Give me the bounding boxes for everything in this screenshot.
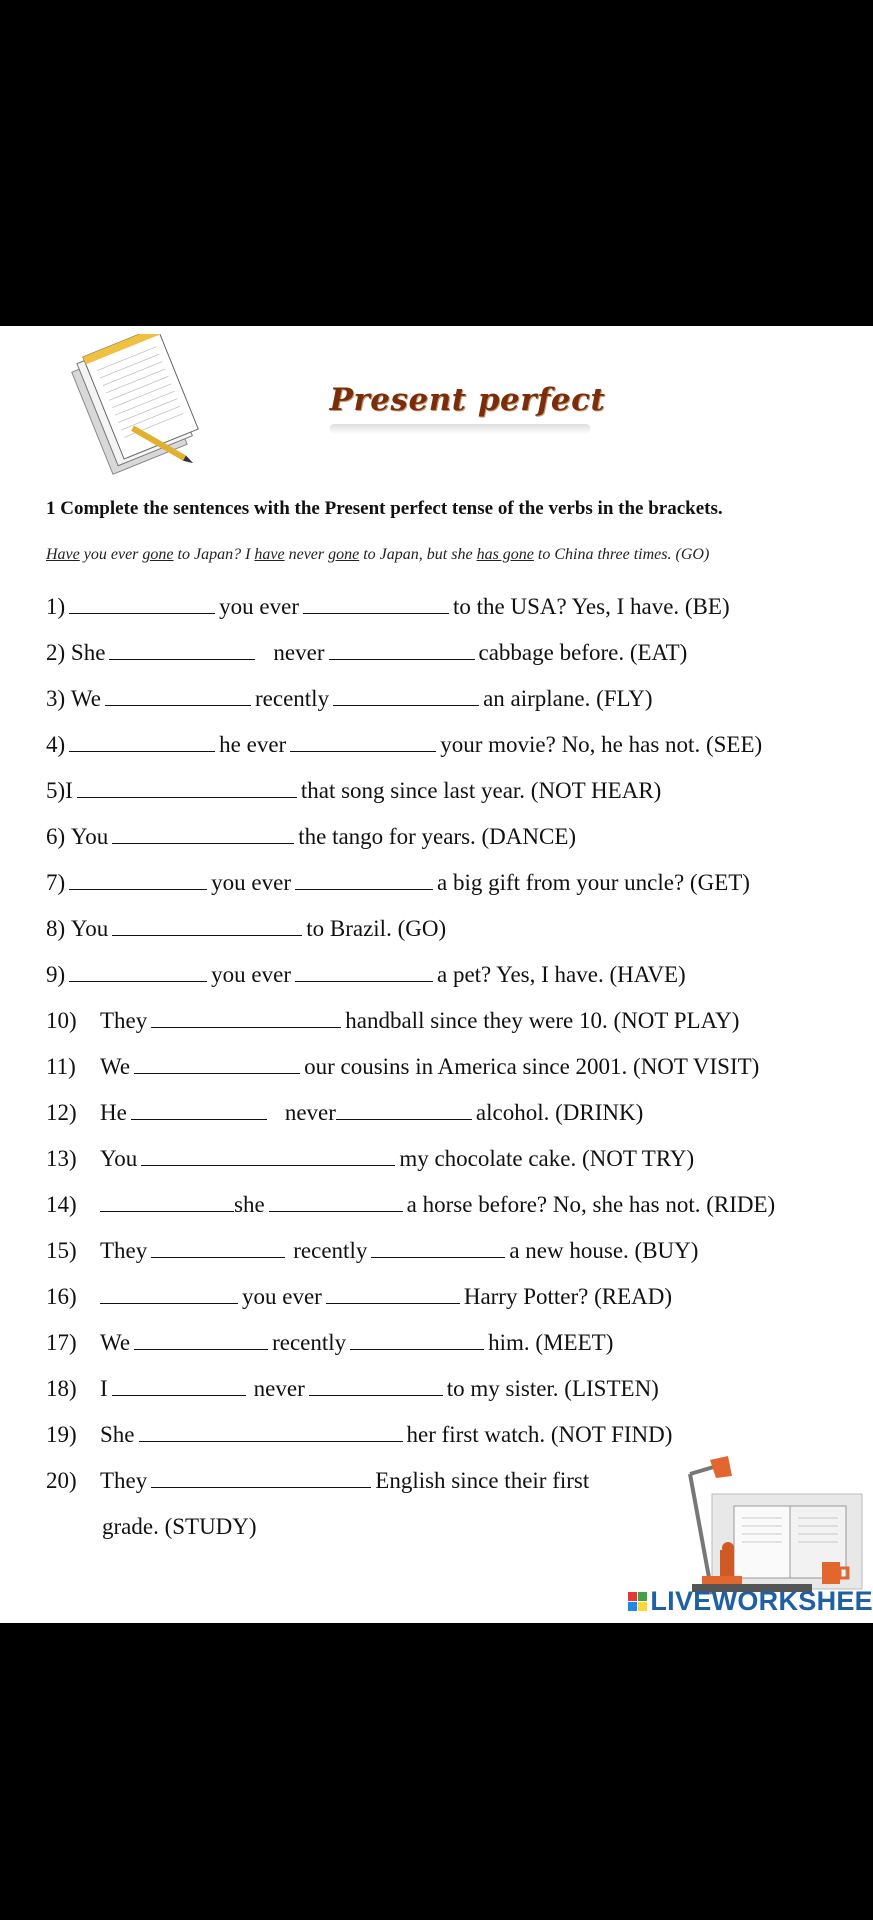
answer-blank[interactable] <box>151 1026 341 1028</box>
exercise-item: 5) I that song since last year. (NOT HEAR) <box>46 778 662 803</box>
logo-mark-icon <box>628 1592 647 1611</box>
exercise-item: 10) They handball since they were 10. (NOT PLAY) <box>46 1008 740 1033</box>
exercise-item: 19) She her first watch. (NOT FIND) <box>46 1422 673 1447</box>
answer-blank[interactable] <box>326 1302 460 1304</box>
title-reflection <box>330 424 590 434</box>
exercise-item: 2) She never cabbage before. (EAT) <box>46 640 688 665</box>
answer-blank[interactable] <box>69 750 215 752</box>
answer-blank[interactable] <box>151 1256 285 1258</box>
exercise-item: 11) We our cousins in America since 2001. (NOT VISIT) <box>46 1054 760 1079</box>
exercise-item: 15) They recently a new house. (BUY) <box>46 1238 699 1263</box>
exercise-item: 4) he ever your movie? No, he has not. (SEE) <box>46 732 763 757</box>
answer-blank[interactable] <box>77 796 297 798</box>
exercise-item: 13) You my chocolate cake. (NOT TRY) <box>46 1146 695 1171</box>
exercise-item: 8) You to Brazil. (GO) <box>46 916 447 941</box>
exercise-item: 1) you ever to the USA? Yes, I have. (BE) <box>46 594 730 619</box>
answer-blank[interactable] <box>69 980 207 982</box>
answer-blank[interactable] <box>141 1164 395 1166</box>
page-title: Present perfect <box>329 382 606 418</box>
answer-blank[interactable] <box>303 612 449 614</box>
answer-blank[interactable] <box>112 842 294 844</box>
exercise-item: 20) They English since their first <box>46 1468 590 1493</box>
answer-blank[interactable] <box>134 1072 300 1074</box>
exercise-item: 9) you ever a pet? Yes, I have. (HAVE) <box>46 962 686 987</box>
answer-blank[interactable] <box>290 750 436 752</box>
exercise-item-continuation: grade. (STUDY) <box>102 1514 257 1539</box>
exercise-item: 16) you ever Harry Potter? (READ) <box>46 1284 673 1309</box>
liveworksheets-logo: LIVEWORKSHEE <box>628 1586 873 1617</box>
answer-blank[interactable] <box>151 1486 371 1488</box>
exercise-item: 17) We recently him. (MEET) <box>46 1330 614 1355</box>
exercise-item: 12) He never alcohol. (DRINK) <box>46 1100 644 1125</box>
answer-blank[interactable] <box>336 1118 472 1120</box>
answer-blank[interactable] <box>112 1394 246 1396</box>
exercise-item: 3) We recently an airplane. (FLY) <box>46 686 653 711</box>
answer-blank[interactable] <box>105 704 251 706</box>
answer-blank[interactable] <box>269 1210 403 1212</box>
answer-blank[interactable] <box>131 1118 267 1120</box>
desk-clipart-icon <box>672 1454 873 1602</box>
worksheet-page <box>0 326 873 1623</box>
exercise-item: 6) You the tango for years. (DANCE) <box>46 824 577 849</box>
answer-blank[interactable] <box>329 658 475 660</box>
answer-blank[interactable] <box>309 1394 443 1396</box>
instruction-text: 1 Complete the sentences with the Present perfect tense of the verbs in the brackets. <box>46 498 723 519</box>
exercise-item: 14) she a horse before? No, she has not. (RIDE) <box>46 1192 776 1217</box>
answer-blank[interactable] <box>112 934 302 936</box>
example-sentence: Have you ever gone to Japan? I have never gone to Japan, but she has gone to China three times. (GO) <box>46 546 710 563</box>
answer-blank[interactable] <box>295 888 433 890</box>
answer-blank[interactable] <box>139 1440 403 1442</box>
answer-blank[interactable] <box>69 888 207 890</box>
exercise-item: 18) I never to my sister. (LISTEN) <box>46 1376 659 1401</box>
exercise-item: 7) you ever a big gift from your uncle? (GET) <box>46 870 750 895</box>
answer-blank[interactable] <box>134 1348 268 1350</box>
answer-blank[interactable] <box>350 1348 484 1350</box>
answer-blank[interactable] <box>100 1302 238 1304</box>
answer-blank[interactable] <box>371 1256 505 1258</box>
answer-blank[interactable] <box>100 1210 234 1212</box>
exercise-list <box>46 594 866 1560</box>
answer-blank[interactable] <box>295 980 433 982</box>
answer-blank[interactable] <box>69 612 215 614</box>
answer-blank[interactable] <box>109 658 255 660</box>
answer-blank[interactable] <box>333 704 479 706</box>
